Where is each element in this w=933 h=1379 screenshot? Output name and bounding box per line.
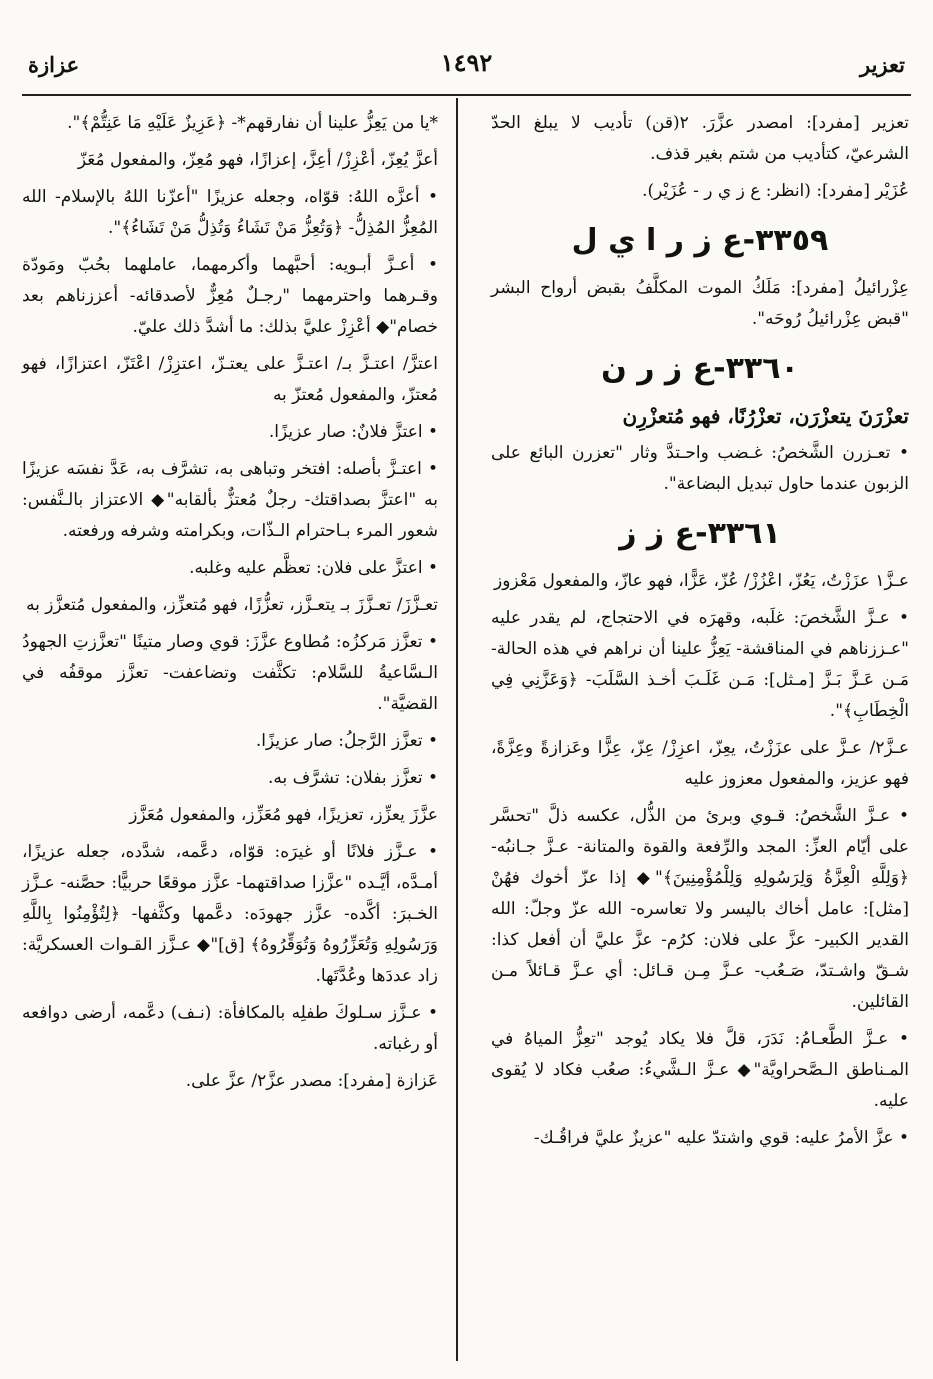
entry-azza2-sense-1: • عـزَّ الشَّخصُ: قـوي وبرئ من الذُّل، عكسه ذلَّ "تحسَّر على أيّام العزِّ: المجد والرِّفعة والقوة والمتانة- عـزَّ جـانبُه- ﴿وَلِلَّهِ الْعِزَّةُ وَلِرَسُولِهِ وَلِلْمُؤْمِنِينَ﴾"◆ إذا عزّ أخوك فهُنْ [مثل]: عامل أخاك باليسر ولا تعاسره- الله عزّ وجلّ: الله القدير الكبير- عزَّ على فلان: كرُم- عزَّ عليَّ أن أفعل كذا: شـقّ واشـتدّ، صَـعُب- عـزَّ مِـن قـائل: أي عـزَّ قـائلاً مـن القائلين.: [491, 806, 909, 1012]
page-number: ١٤٩٢: [440, 48, 493, 77]
right-column: [491, 108, 909, 1160]
root-heading-3361: ٣٣٦١-ع ز ز: [619, 516, 781, 551]
entry-taazran-head: تعزْرَنَ يتعزْرَن، تعزْرُنًا، فهو مُتعزْرِن: [622, 404, 909, 428]
entry-taazzaz-sense-2: • تعزَّز الرَّجلُ: صار عزيزًا.: [255, 731, 438, 751]
entry-continuation: *يا من يَعِزُّ علينا أن نفارقهم*- ﴿عَزِيزٌ عَلَيْهِ مَا عَنِتُّمْ﴾".: [67, 113, 438, 133]
entry-azza2-sense-2: • عـزَّ الطَّعـامُ: نَدَرَ، قلَّ فلا يكاد يُوجد "تعِزُّ المياهُ في المـناطق الـصَّحراويَّة"◆ عـزَّ الـشَّيءُ: صعُب فكاد لا يُقوى عليه.: [491, 1029, 909, 1111]
root-heading-3359: ٣٣٥٩-ع ز ر ا ي ل: [571, 223, 829, 258]
entry-itazza-sense-1: • اعتزَّ فلانٌ: صار عزيزًا.: [268, 422, 438, 442]
entry-taazzaz-sense-1: • تعزَّز مَركزُه: مُطاوع عزَّزَ: قوي وصار متينًا "تعزَّزتِ الجهودُ الـسَّاعيةُ للسَّلام: تكثَّفت وتضاعفت- تعزَّز موقفُه في القضيَّة".: [22, 632, 438, 714]
entry-aazza-head: أعزَّ يُعِزّ، أعْزِزْ/ أعِزَّ، إعزازًا، فهو مُعِزّ، والمفعول مُعَزّ: [77, 150, 438, 170]
entry-aazza-sense-2: • أعـزَّ أبـويه: أحبَّهما وأكرمهما، عاملهما بحُبّ ومَودّة وقـرهما واحترمهما "رجـلٌ مُعِزٌّ لأصدقائه- أعززناهم بعد خصام"◆ أعْزِزْ عليَّ بذلك: ما أشدَّ ذلك عليّ.: [22, 255, 438, 337]
header-left-word: عزازة: [28, 52, 80, 77]
entry-itazza-head: اعتزَّ/ اعتـزَّ بـ/ اعتـزَّ على يعتـزّ، اعتزِزْ/ اعْتَزّ، اعتزازًا، فهو مُعتزّ، والمفعول مُعتزّ به: [22, 354, 438, 405]
entry-azza2-sense-3: • عزَّ الأمرُ عليه: قوي واشتدّ عليه "عزيزٌ عليَّ فراقُـك-: [533, 1128, 909, 1148]
entry-azza1-sense: • عـزَّ الشَّخصَ: غلَبه، وقهرَه في الاحتجاج، لم يقدر عليه "عـززناهم في المناقشة- يَعِزُّ علينا أن نراهم في هذه الحالة- مَـن عَـزَّ بَـزَّ [مـثل]: مَـن غَلَـبَ أخـذ السَّلَبَ- ﴿وَعَزَّنِي فِي الْخِطَابِ﴾".: [491, 608, 909, 721]
entry-aazza-sense-1: • أعزَّه اللهُ: قوّاه، وجعله عزيزًا "أعزّنا اللهُ بالإسلام- الله المُعِزُّ المُذِلُّ- ﴿وَتُعِزُّ مَنْ تَشَاءُ وَتُذِلُّ مَنْ تَشَاءُ﴾".: [22, 187, 438, 238]
entry-azza1-head: عـزَّ١ عزَزْتُ، يَعُزّ، اعْزُزْ/ عُزّ، عَزًّا، فهو عازّ، والمفعول مَعْزوز: [494, 571, 909, 591]
header-rule: [22, 94, 911, 96]
column-divider: [456, 98, 458, 1361]
entry-taazzaz-sense-3: • تعزَّز بفلان: تشرَّف به.: [268, 768, 438, 788]
entry-itazza-sense-3: • اعتزَّ على فلان: تعظَّم عليه وغلبه.: [189, 558, 438, 578]
entry-taazran-sense: • تعـزرن الشَّخصُ: غـضب واحـتدَّ وثار "تعزرن البائع على الزبون عندما حاول تبديل البضاعة".: [491, 443, 909, 494]
entry-itazza-sense-2: • اعتـزَّ بأصله: افتخر وتباهى به، تشرَّف به، عَدَّ نفسَه عزيزًا به "اعتزَّ بصداقتك- رجلٌ مُعتزٌّ بألقابه"◆ الاعتزاز بالـنَّفس: شعور المرء بـاحترام الـذّات، وبكرامته وشرفه ورفعته.: [22, 459, 438, 541]
entry-uzayr: عُزَيْر [مفرد]: (انظر: ع ز ي ر - عُزَيْر).: [642, 181, 909, 201]
entry-azzaz-sense-2: • عـزَّز سـلوكَ طفلِه بالمكافأة: (نـف) دعَّمه، أرضى دوافعه أو رغباته.: [22, 1003, 438, 1054]
left-column: [22, 108, 438, 1103]
entry-azzaz-sense-1: • عـزَّز فلانًا أو غيرَه: قوّاه، دعَّمه، شدَّده، جعله عزيزًا، أمـدَّه، أيَّـده "عزَّزا صداقتهما- عزَّز موقعًا حربيًّا: حصَّنه- عـزَّز الخـبرَ: أكَّده- عزَّز جهودَه: دعَّمها وكثَّفها- ﴿لِتُؤْمِنُوا بِاللَّهِ وَرَسُولِهِ وَتُعَزِّرُوهُ وَتُوَقِّرُوهُ﴾ [ق]"◆ عـزَّز القـوات العسكريَّة: زاد عددَها وعُدَّتَها.: [22, 842, 438, 986]
entry-tazir: تعزير [مفرد]: امصدر عزَّرَ. ٢(قن) تأديب لا يبلغ الحدّ الشرعيّ، كتأديب من شتم بغير قذف.: [491, 113, 909, 164]
entry-izrail: عِزْرائيلُ [مفرد]: مَلَكُ الموت المكلَّفُ بقبض أرواح البشر "قبض عِزْرائيلُ رُوحَه".: [491, 278, 909, 329]
entry-azzaz-head: عزَّزَ يعزِّز، تعزيزًا، فهو مُعَزِّز، والمفعول مُعَزَّز: [129, 805, 438, 825]
header-right-word: تعزير: [860, 52, 905, 77]
entry-azaza: عَزازة [مفرد]: مصدر عزَّ٢/ عزَّ على.: [185, 1071, 438, 1091]
entry-taazzaz-head: تعـزَّزَ/ تعـزَّزَ بـ يتعـزَّز، تعزُّزًا، فهو مُتعزِّز، والمفعول مُتعزَّز به: [26, 595, 438, 615]
root-heading-3360: ٣٣٦٠-ع ز ر ن: [601, 351, 799, 386]
entry-azza2-head: عـزَّ٢/ عـزَّ على عزَزْتُ، يعِزّ، اعزِزْ/ عِزّ، عِزًّا وعَزازةً وعِزَّةً، فهو عزيز، والمفعول معزوز عليه: [491, 738, 909, 789]
page-header: [28, 48, 905, 88]
